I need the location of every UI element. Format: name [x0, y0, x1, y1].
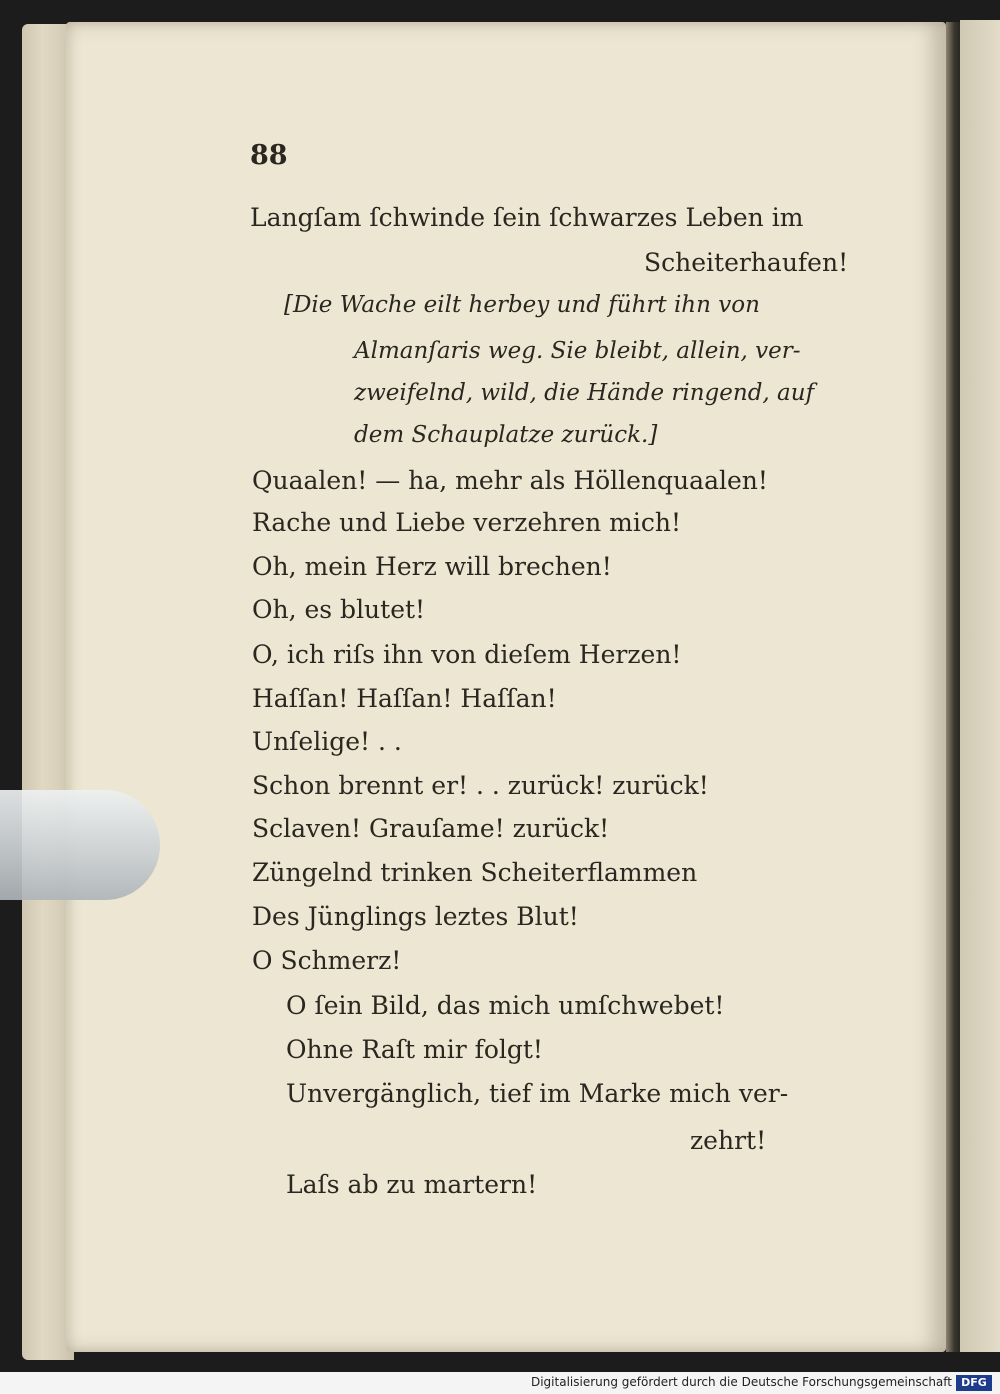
text-line: Rache und Liebe verzehren mich! — [252, 508, 682, 537]
stage-direction-line: Almanſaris weg. Sie bleibt, allein, ver- — [354, 338, 801, 364]
footer-credit: Digitalisierung gefördert durch die Deutsche Forschungsgemeinschaft — [530, 1375, 952, 1389]
text-line: Sclaven! Grauſame! zurück! — [252, 814, 610, 843]
text-line: O Schmerz! — [252, 946, 402, 975]
stage-direction-line: [Die Wache eilt herbey und führt ihn von — [284, 292, 760, 318]
text-line: O, ich riſs ihn von dieſem Herzen! — [252, 640, 682, 669]
book-gutter — [946, 22, 960, 1352]
text-line: Ohne Raſt mir folgt! — [286, 1035, 543, 1064]
text-line: Unvergänglich, tief im Marke mich ver- — [286, 1079, 789, 1108]
text-line: zehrt! — [690, 1126, 767, 1155]
text-line: Des Jünglings leztes Blut! — [252, 902, 579, 931]
text-line: Laſs ab zu martern! — [286, 1170, 538, 1199]
facing-page-edge — [960, 20, 1000, 1352]
stage-direction-line: zweifelnd, wild, die Hände ringend, auf — [354, 380, 815, 406]
text-line: Unſelige! . . — [252, 727, 402, 756]
stage-direction-line: dem Schauplatze zurück.] — [354, 422, 658, 448]
text-line: Oh, mein Herz will brechen! — [252, 552, 612, 581]
text-line: Oh, es blutet! — [252, 595, 426, 624]
text-line: Quaalen! — ha, mehr als Höllenquaalen! — [252, 466, 768, 495]
text-line: Langſam ſchwinde ſein ſchwarzes Leben im — [250, 203, 804, 232]
page-number: 88 — [250, 140, 288, 171]
text-line: Züngelnd trinken Scheiterflammen — [252, 858, 698, 887]
text-line: Schon brennt er! . . zurück! zurück! — [252, 771, 709, 800]
text-line: Scheiterhaufen! — [644, 248, 849, 277]
text-line: Haſſan! Haſſan! Haſſan! — [252, 684, 557, 713]
footer-bar — [0, 1372, 1000, 1394]
text-line: O ſein Bild, das mich umſchwebet! — [286, 991, 725, 1020]
page-clip — [0, 790, 160, 900]
dfg-logo: DFG — [956, 1375, 992, 1391]
